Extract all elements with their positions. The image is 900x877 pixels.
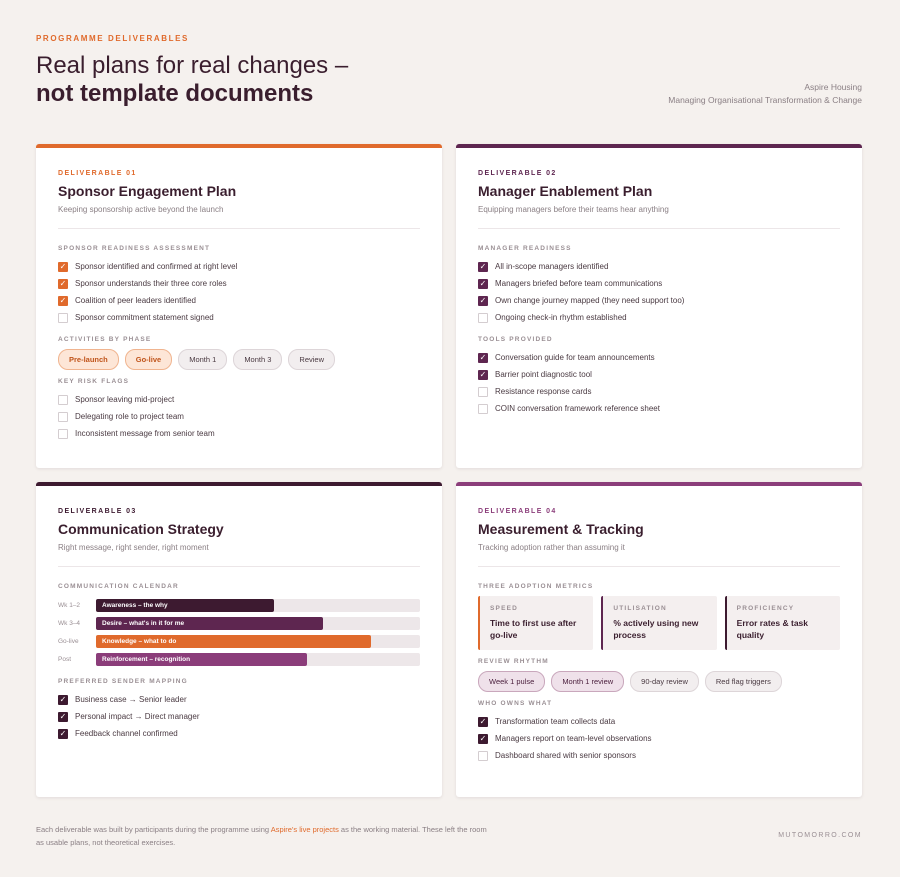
- calendar-period: Go-live: [58, 637, 79, 645]
- checklist: [58, 391, 420, 442]
- calendar-period: Wk 1–2: [58, 601, 81, 609]
- section-label: COMMUNICATION CALENDAR: [58, 583, 179, 590]
- checkbox-unchecked[interactable]: [58, 313, 68, 323]
- checklist-item: [58, 708, 420, 725]
- section-label: TOOLS PROVIDED: [478, 336, 553, 343]
- deliverable-title: Sponsor Engagement Plan: [58, 183, 237, 199]
- checkbox-unchecked[interactable]: [58, 395, 68, 405]
- divider: [478, 228, 840, 229]
- check-icon: ✓: [59, 694, 67, 704]
- checklist-item-label: Sponsor identified and confirmed at right level: [75, 262, 238, 271]
- phase-pill[interactable]: Month 3: [233, 349, 282, 370]
- deliverable-title: Measurement & Tracking: [478, 521, 644, 537]
- checklist-item: [58, 408, 420, 425]
- check-icon: ✓: [479, 716, 487, 726]
- footer-text: Each deliverable was built by participants during the programme using: [36, 825, 271, 834]
- title-line-1: Real plans for real changes –: [36, 52, 349, 79]
- check-icon: ✓: [59, 261, 67, 271]
- calendar-track: [96, 635, 420, 648]
- metric-card: [478, 596, 593, 650]
- checklist-item-label: Resistance response cards: [495, 387, 592, 396]
- org-name: Aspire Housing: [804, 82, 862, 92]
- metric-key: PROFICIENCY: [736, 605, 795, 612]
- checkbox-checked[interactable]: [58, 262, 68, 272]
- review-rhythm-pills: [478, 671, 840, 692]
- checklist-item-label: All in-scope managers identified: [495, 262, 609, 271]
- page-title: [36, 52, 348, 108]
- checklist-item: [58, 691, 420, 708]
- title-line-2: not template documents: [36, 80, 314, 107]
- section-label: REVIEW RHYTHM: [478, 658, 549, 665]
- check-icon: ✓: [59, 728, 67, 738]
- checklist-item-label: Sponsor commitment statement signed: [75, 313, 214, 322]
- eyebrow: PROGRAMME DELIVERABLES: [36, 34, 189, 43]
- phase-pill[interactable]: Review: [288, 349, 335, 370]
- metric-value: % actively using new process: [613, 618, 699, 640]
- calendar-period: Wk 3–4: [58, 619, 81, 627]
- checklist-item: [478, 309, 840, 326]
- checklist-item-label: Managers briefed before team communications: [495, 279, 663, 288]
- checklist-item-label: Sponsor leaving mid-project: [75, 395, 175, 404]
- communication-calendar: [58, 596, 420, 668]
- footer-note: [36, 823, 496, 849]
- checklist-item: [478, 366, 840, 383]
- checklist-item-label: Sponsor understands their three core roles: [75, 279, 227, 288]
- checkbox-checked[interactable]: [58, 695, 68, 705]
- checklist-item: [58, 725, 420, 742]
- calendar-track: [96, 599, 420, 612]
- check-icon: ✓: [479, 369, 487, 379]
- checklist-item: [58, 425, 420, 442]
- checkbox-checked[interactable]: [478, 734, 488, 744]
- checklist: [478, 258, 840, 326]
- calendar-period: Post: [58, 655, 72, 663]
- checklist-item: [478, 730, 840, 747]
- checkbox-checked[interactable]: [478, 353, 488, 363]
- divider: [478, 566, 840, 567]
- checklist-item-label: Dashboard shared with senior sponsors: [495, 751, 636, 760]
- checkbox-checked[interactable]: [478, 279, 488, 289]
- deliverable-subtitle: Keeping sponsorship active beyond the launch: [58, 205, 224, 214]
- deliverable-number: DELIVERABLE 01: [58, 170, 137, 177]
- checklist-item-label: Transformation team collects data: [495, 717, 616, 726]
- brand-mark: MUTOMORRO.COM: [778, 832, 862, 839]
- checklist-item-label: Personal impact → Direct manager: [75, 712, 200, 721]
- divider: [58, 228, 420, 229]
- phase-pill[interactable]: Go-live: [125, 349, 172, 370]
- divider: [58, 566, 420, 567]
- deliverable-card-03: [36, 482, 442, 797]
- checkbox-checked[interactable]: [478, 370, 488, 380]
- calendar-bar: Reinforcement – recognition: [96, 653, 307, 666]
- metric-card: [725, 596, 840, 650]
- adoption-metrics: [478, 596, 840, 650]
- checkbox-checked[interactable]: [58, 729, 68, 739]
- projects-link[interactable]: Aspire's live projects: [270, 825, 339, 834]
- checklist-item: [58, 391, 420, 408]
- checklist-item: [478, 258, 840, 275]
- metric-card: [601, 596, 716, 650]
- checklist: [478, 349, 840, 417]
- checklist-item-label: Conversation guide for team announcements: [495, 353, 655, 362]
- checklist-item-label: Inconsistent message from senior team: [75, 429, 215, 438]
- metric-value: Time to first use after go-live: [490, 618, 577, 640]
- check-icon: ✓: [479, 278, 487, 288]
- deliverable-title: Manager Enablement Plan: [478, 183, 653, 199]
- section-label: ACTIVITIES BY PHASE: [58, 336, 152, 343]
- metric-value: Error rates & task quality: [736, 618, 808, 640]
- checklist-item-label: Delegating role to project team: [75, 412, 184, 421]
- org-info: [668, 81, 862, 107]
- checklist-item: [478, 349, 840, 366]
- checklist-item: [478, 747, 840, 764]
- checklist: [478, 713, 840, 764]
- calendar-row: [58, 596, 420, 614]
- checkbox-unchecked[interactable]: [58, 429, 68, 439]
- calendar-bar: Awareness – the why: [96, 599, 274, 612]
- phase-pill[interactable]: Week 1 pulse: [478, 671, 545, 692]
- check-icon: ✓: [479, 261, 487, 271]
- deliverable-subtitle: Equipping managers before their teams hear anything: [478, 205, 669, 214]
- programme-name: Managing Organisational Transformation & Change: [668, 95, 862, 105]
- checklist-item: [478, 292, 840, 309]
- checklist-item: [58, 309, 420, 326]
- calendar-row: [58, 614, 420, 632]
- deliverable-card-01: [36, 144, 442, 468]
- checklist: [58, 258, 420, 326]
- phase-pill[interactable]: Red flag triggers: [705, 671, 782, 692]
- calendar-bar: Desire – what's in it for me: [96, 617, 323, 630]
- section-label: KEY RISK FLAGS: [58, 378, 130, 385]
- section-label: SPONSOR READINESS ASSESSMENT: [58, 245, 211, 252]
- deliverable-number: DELIVERABLE 03: [58, 508, 137, 515]
- checklist-item-label: Feedback channel confirmed: [75, 729, 178, 738]
- checkbox-unchecked[interactable]: [58, 412, 68, 422]
- deliverable-number: DELIVERABLE 02: [478, 170, 557, 177]
- phase-pill[interactable]: 90-day review: [630, 671, 699, 692]
- checkbox-checked[interactable]: [58, 279, 68, 289]
- deliverable-card-02: [456, 144, 862, 468]
- calendar-row: [58, 650, 420, 668]
- check-icon: ✓: [479, 352, 487, 362]
- check-icon: ✓: [59, 711, 67, 721]
- deliverable-subtitle: Right message, right sender, right moment: [58, 543, 209, 552]
- checklist-item-label: Ongoing check-in rhythm established: [495, 313, 627, 322]
- checkbox-unchecked[interactable]: [478, 751, 488, 761]
- calendar-track: [96, 617, 420, 630]
- checklist-item: [58, 275, 420, 292]
- checklist-item: [58, 258, 420, 275]
- checkbox-unchecked[interactable]: [478, 404, 488, 414]
- check-icon: ✓: [479, 295, 487, 305]
- deliverable-title: Communication Strategy: [58, 521, 224, 537]
- checklist-item-label: Coalition of peer leaders identified: [75, 296, 196, 305]
- checklist-item: [478, 275, 840, 292]
- section-label: MANAGER READINESS: [478, 245, 572, 252]
- checklist-item: [478, 400, 840, 417]
- check-icon: ✓: [59, 278, 67, 288]
- deliverable-card-04: [456, 482, 862, 797]
- checklist-item-label: Business case → Senior leader: [75, 695, 187, 704]
- checklist-item-label: COIN conversation framework reference sheet: [495, 404, 660, 413]
- calendar-bar: Knowledge – what to do: [96, 635, 371, 648]
- deliverable-number: DELIVERABLE 04: [478, 508, 557, 515]
- deliverable-subtitle: Tracking adoption rather than assuming it: [478, 543, 625, 552]
- metric-key: UTILISATION: [613, 605, 667, 612]
- phase-pill[interactable]: Month 1: [178, 349, 227, 370]
- checklist-item-label: Barrier point diagnostic tool: [495, 370, 592, 379]
- section-label: WHO OWNS WHAT: [478, 700, 553, 707]
- checklist-item: [478, 713, 840, 730]
- checklist-item: [58, 292, 420, 309]
- checklist-item-label: Managers report on team-level observations: [495, 734, 652, 743]
- check-icon: ✓: [59, 295, 67, 305]
- checklist: [58, 691, 420, 742]
- checklist-item-label: Own change journey mapped (they need support too): [495, 296, 685, 305]
- checkbox-checked[interactable]: [478, 262, 488, 272]
- checkbox-checked[interactable]: [58, 296, 68, 306]
- footer-text: as the working material. These left the room as usable plans, not theoretical exercises.: [36, 825, 487, 847]
- checklist-item: [478, 383, 840, 400]
- checkbox-unchecked[interactable]: [478, 313, 488, 323]
- checkbox-checked[interactable]: [478, 717, 488, 727]
- checkbox-checked[interactable]: [478, 296, 488, 306]
- section-label: THREE ADOPTION METRICS: [478, 583, 594, 590]
- section-label: PREFERRED SENDER MAPPING: [58, 678, 188, 685]
- metric-key: SPEED: [490, 605, 519, 612]
- calendar-row: [58, 632, 420, 650]
- phase-pills: [58, 349, 420, 370]
- calendar-track: [96, 653, 420, 666]
- checkbox-unchecked[interactable]: [478, 387, 488, 397]
- phase-pill[interactable]: Pre-launch: [58, 349, 119, 370]
- checkbox-checked[interactable]: [58, 712, 68, 722]
- phase-pill[interactable]: Month 1 review: [551, 671, 624, 692]
- check-icon: ✓: [479, 733, 487, 743]
